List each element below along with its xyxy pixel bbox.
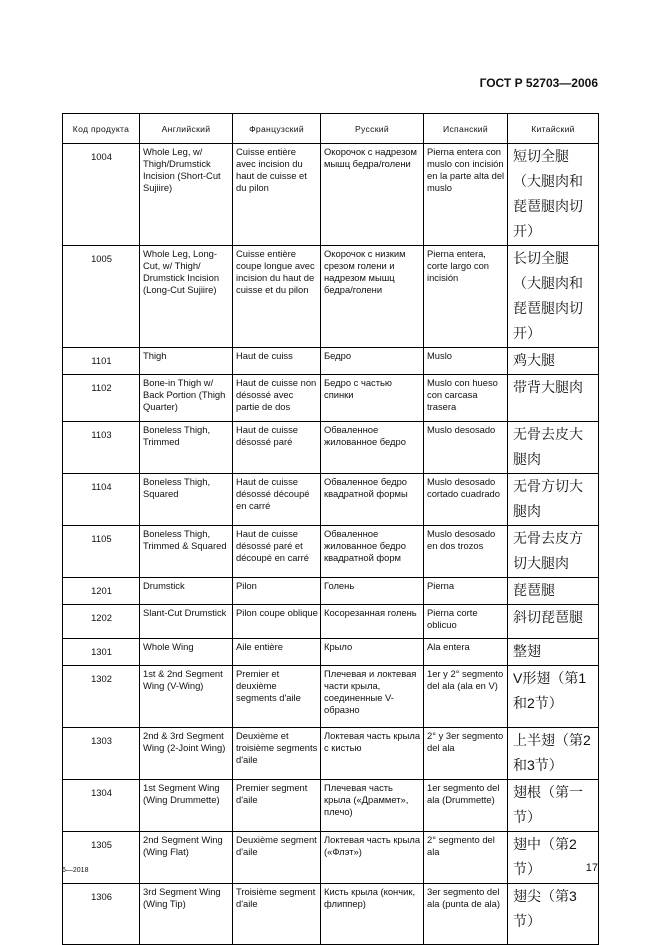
name-russian: Кисть крыла (кончик, флиппер)	[321, 884, 424, 945]
table-row	[63, 605, 599, 639]
name-english: Drumstick	[140, 578, 233, 605]
table-row	[63, 144, 599, 246]
name-english: 2nd & 3rd Segment Wing (2-Joint Wing)	[140, 728, 233, 780]
table-header-row	[63, 114, 599, 144]
header-french: Французский	[233, 114, 321, 144]
table-row	[63, 728, 599, 780]
name-spanish: Pierna entera, corte largo con incisión	[424, 246, 508, 348]
name-english: Whole Leg, Long-Cut, w/ Thigh/ Drumstick Incision (Long-Cut Sujiire)	[140, 246, 233, 348]
name-spanish: Muslo desosado cortado cuadrado	[424, 474, 508, 526]
name-spanish: Pierna corte oblicuo	[424, 605, 508, 639]
name-french: Cuisse entière coupe longue avec incision du haut de cuisse et du pilon	[233, 246, 321, 348]
table-row	[63, 526, 599, 578]
name-french: Premier segment d'aile	[233, 780, 321, 832]
product-code: 1005	[63, 246, 140, 348]
name-french: Aile entière	[233, 639, 321, 666]
name-russian: Бедро	[321, 348, 424, 375]
edition-label: 6—2018	[62, 867, 89, 874]
name-chinese: 斜切琵琶腿	[508, 605, 599, 639]
name-english: Whole Leg, w/ Thigh/Drumstick Incision (Short-Cut Sujiire)	[140, 144, 233, 246]
name-english: Boneless Thigh, Squared	[140, 474, 233, 526]
name-english: 1st & 2nd Segment Wing (V-Wing)	[140, 666, 233, 728]
page-number: 17	[585, 862, 598, 874]
name-chinese: 翅尖（第3节）	[508, 884, 599, 945]
name-spanish: Pierna entera con muslo con incisión en la parte alta del muslo	[424, 144, 508, 246]
name-russian: Косорезанная голень	[321, 605, 424, 639]
table-row	[63, 246, 599, 348]
product-code: 1302	[63, 666, 140, 728]
name-chinese: 无骨去皮大腿肉	[508, 422, 599, 474]
name-french: Haut de cuisse désossé paré	[233, 422, 321, 474]
name-russian: Окорочок с низким срезом голени и надрезом мышц бедра/голени	[321, 246, 424, 348]
header-spanish: Испанский	[424, 114, 508, 144]
name-spanish: Muslo desosado en dos trozos	[424, 526, 508, 578]
name-english: 1st Segment Wing (Wing Drummette)	[140, 780, 233, 832]
name-chinese: 带背大腿肉	[508, 375, 599, 422]
table-row	[63, 474, 599, 526]
name-spanish: Muslo	[424, 348, 508, 375]
name-russian: Обваленное жилованное бедро	[321, 422, 424, 474]
product-code: 1202	[63, 605, 140, 639]
table-row	[63, 348, 599, 375]
product-code: 1201	[63, 578, 140, 605]
product-table	[62, 113, 599, 945]
name-french: Troisième segment d'aile	[233, 884, 321, 945]
name-english: Bone-in Thigh w/ Back Portion (Thigh Quarter)	[140, 375, 233, 422]
name-russian: Окорочок с надрезом мышц бедра/голени	[321, 144, 424, 246]
product-code: 1102	[63, 375, 140, 422]
table-row	[63, 884, 599, 945]
name-french: Haut de cuiss	[233, 348, 321, 375]
product-code: 1004	[63, 144, 140, 246]
name-spanish: 1er y 2° segmento del ala (ala en V)	[424, 666, 508, 728]
product-code: 1304	[63, 780, 140, 832]
name-chinese: 琵琶腿	[508, 578, 599, 605]
name-russian: Локтевая часть крыла с кистью	[321, 728, 424, 780]
name-french: Haut de cuisse désossé paré et découpé en carré	[233, 526, 321, 578]
name-chinese: 无骨去皮方切大腿肉	[508, 526, 599, 578]
table-row	[63, 375, 599, 422]
name-english: 3rd Segment Wing (Wing Tip)	[140, 884, 233, 945]
name-chinese: 鸡大腿	[508, 348, 599, 375]
name-french: Haut de cuisse non désossé avec partie de dos	[233, 375, 321, 422]
table-row	[63, 639, 599, 666]
product-code: 1305	[63, 832, 140, 884]
name-spanish: Muslo con hueso con carcasa trasera	[424, 375, 508, 422]
header-code: Код продукта	[63, 114, 140, 144]
name-russian: Локтевая часть крыла («Флэт»)	[321, 832, 424, 884]
name-spanish: Ala entera	[424, 639, 508, 666]
name-english: Boneless Thigh, Trimmed & Squared	[140, 526, 233, 578]
name-english: Thigh	[140, 348, 233, 375]
table-row	[63, 422, 599, 474]
name-russian: Голень	[321, 578, 424, 605]
name-english: Slant-Cut Drumstick	[140, 605, 233, 639]
table-row	[63, 578, 599, 605]
name-chinese: V形翅（第1和2节）	[508, 666, 599, 728]
name-russian: Обваленное бедро квадратной формы	[321, 474, 424, 526]
name-french: Cuisse entière avec incision du haut de cuisse et du pilon	[233, 144, 321, 246]
product-code: 1303	[63, 728, 140, 780]
name-french: Pilon	[233, 578, 321, 605]
name-spanish: 2° y 3er segmento del ala	[424, 728, 508, 780]
name-spanish: 1er segmento del ala (Drummette)	[424, 780, 508, 832]
name-chinese: 翅根（第一节）	[508, 780, 599, 832]
name-chinese: 翅中（第2节）	[508, 832, 599, 884]
name-chinese: 短切全腿（大腿肉和琵琶腿肉切开）	[508, 144, 599, 246]
product-code: 1104	[63, 474, 140, 526]
product-code: 1301	[63, 639, 140, 666]
header-russian: Русский	[321, 114, 424, 144]
product-code: 1101	[63, 348, 140, 375]
name-russian: Крыло	[321, 639, 424, 666]
header-english: Английский	[140, 114, 233, 144]
name-spanish: Pierna	[424, 578, 508, 605]
name-chinese: 无骨方切大腿肉	[508, 474, 599, 526]
table-row	[63, 666, 599, 728]
name-spanish: 3er segmento del ala (punta de ala)	[424, 884, 508, 945]
name-chinese: 整翅	[508, 639, 599, 666]
table-row	[63, 832, 599, 884]
name-chinese: 上半翅（第2和3节）	[508, 728, 599, 780]
name-french: Deuxième segment d'aile	[233, 832, 321, 884]
name-russian: Бедро с частью спинки	[321, 375, 424, 422]
name-french: Haut de cuisse désossé découpé en carré	[233, 474, 321, 526]
name-russian: Плечевая и локтевая части крыла, соединенные V-образно	[321, 666, 424, 728]
name-english: Whole Wing	[140, 639, 233, 666]
product-code: 1306	[63, 884, 140, 945]
table-row	[63, 780, 599, 832]
standard-number: ГОСТ Р 52703—2006	[479, 76, 598, 90]
name-french: Pilon coupe oblique	[233, 605, 321, 639]
name-english: 2nd Segment Wing (Wing Flat)	[140, 832, 233, 884]
name-french: Premier et deuxième segments d'aile	[233, 666, 321, 728]
name-english: Boneless Thigh, Trimmed	[140, 422, 233, 474]
name-russian: Плечевая часть крыла («Драммет», плечо)	[321, 780, 424, 832]
product-code: 1103	[63, 422, 140, 474]
name-french: Deuxième et troisième segments d'aile	[233, 728, 321, 780]
name-chinese: 长切全腿（大腿肉和琵琶腿肉切开）	[508, 246, 599, 348]
name-spanish: 2° segmento del ala	[424, 832, 508, 884]
name-spanish: Muslo desosado	[424, 422, 508, 474]
name-russian: Обваленное жилованное бедро квадратной форм	[321, 526, 424, 578]
header-chinese: Китайский	[508, 114, 599, 144]
product-code: 1105	[63, 526, 140, 578]
